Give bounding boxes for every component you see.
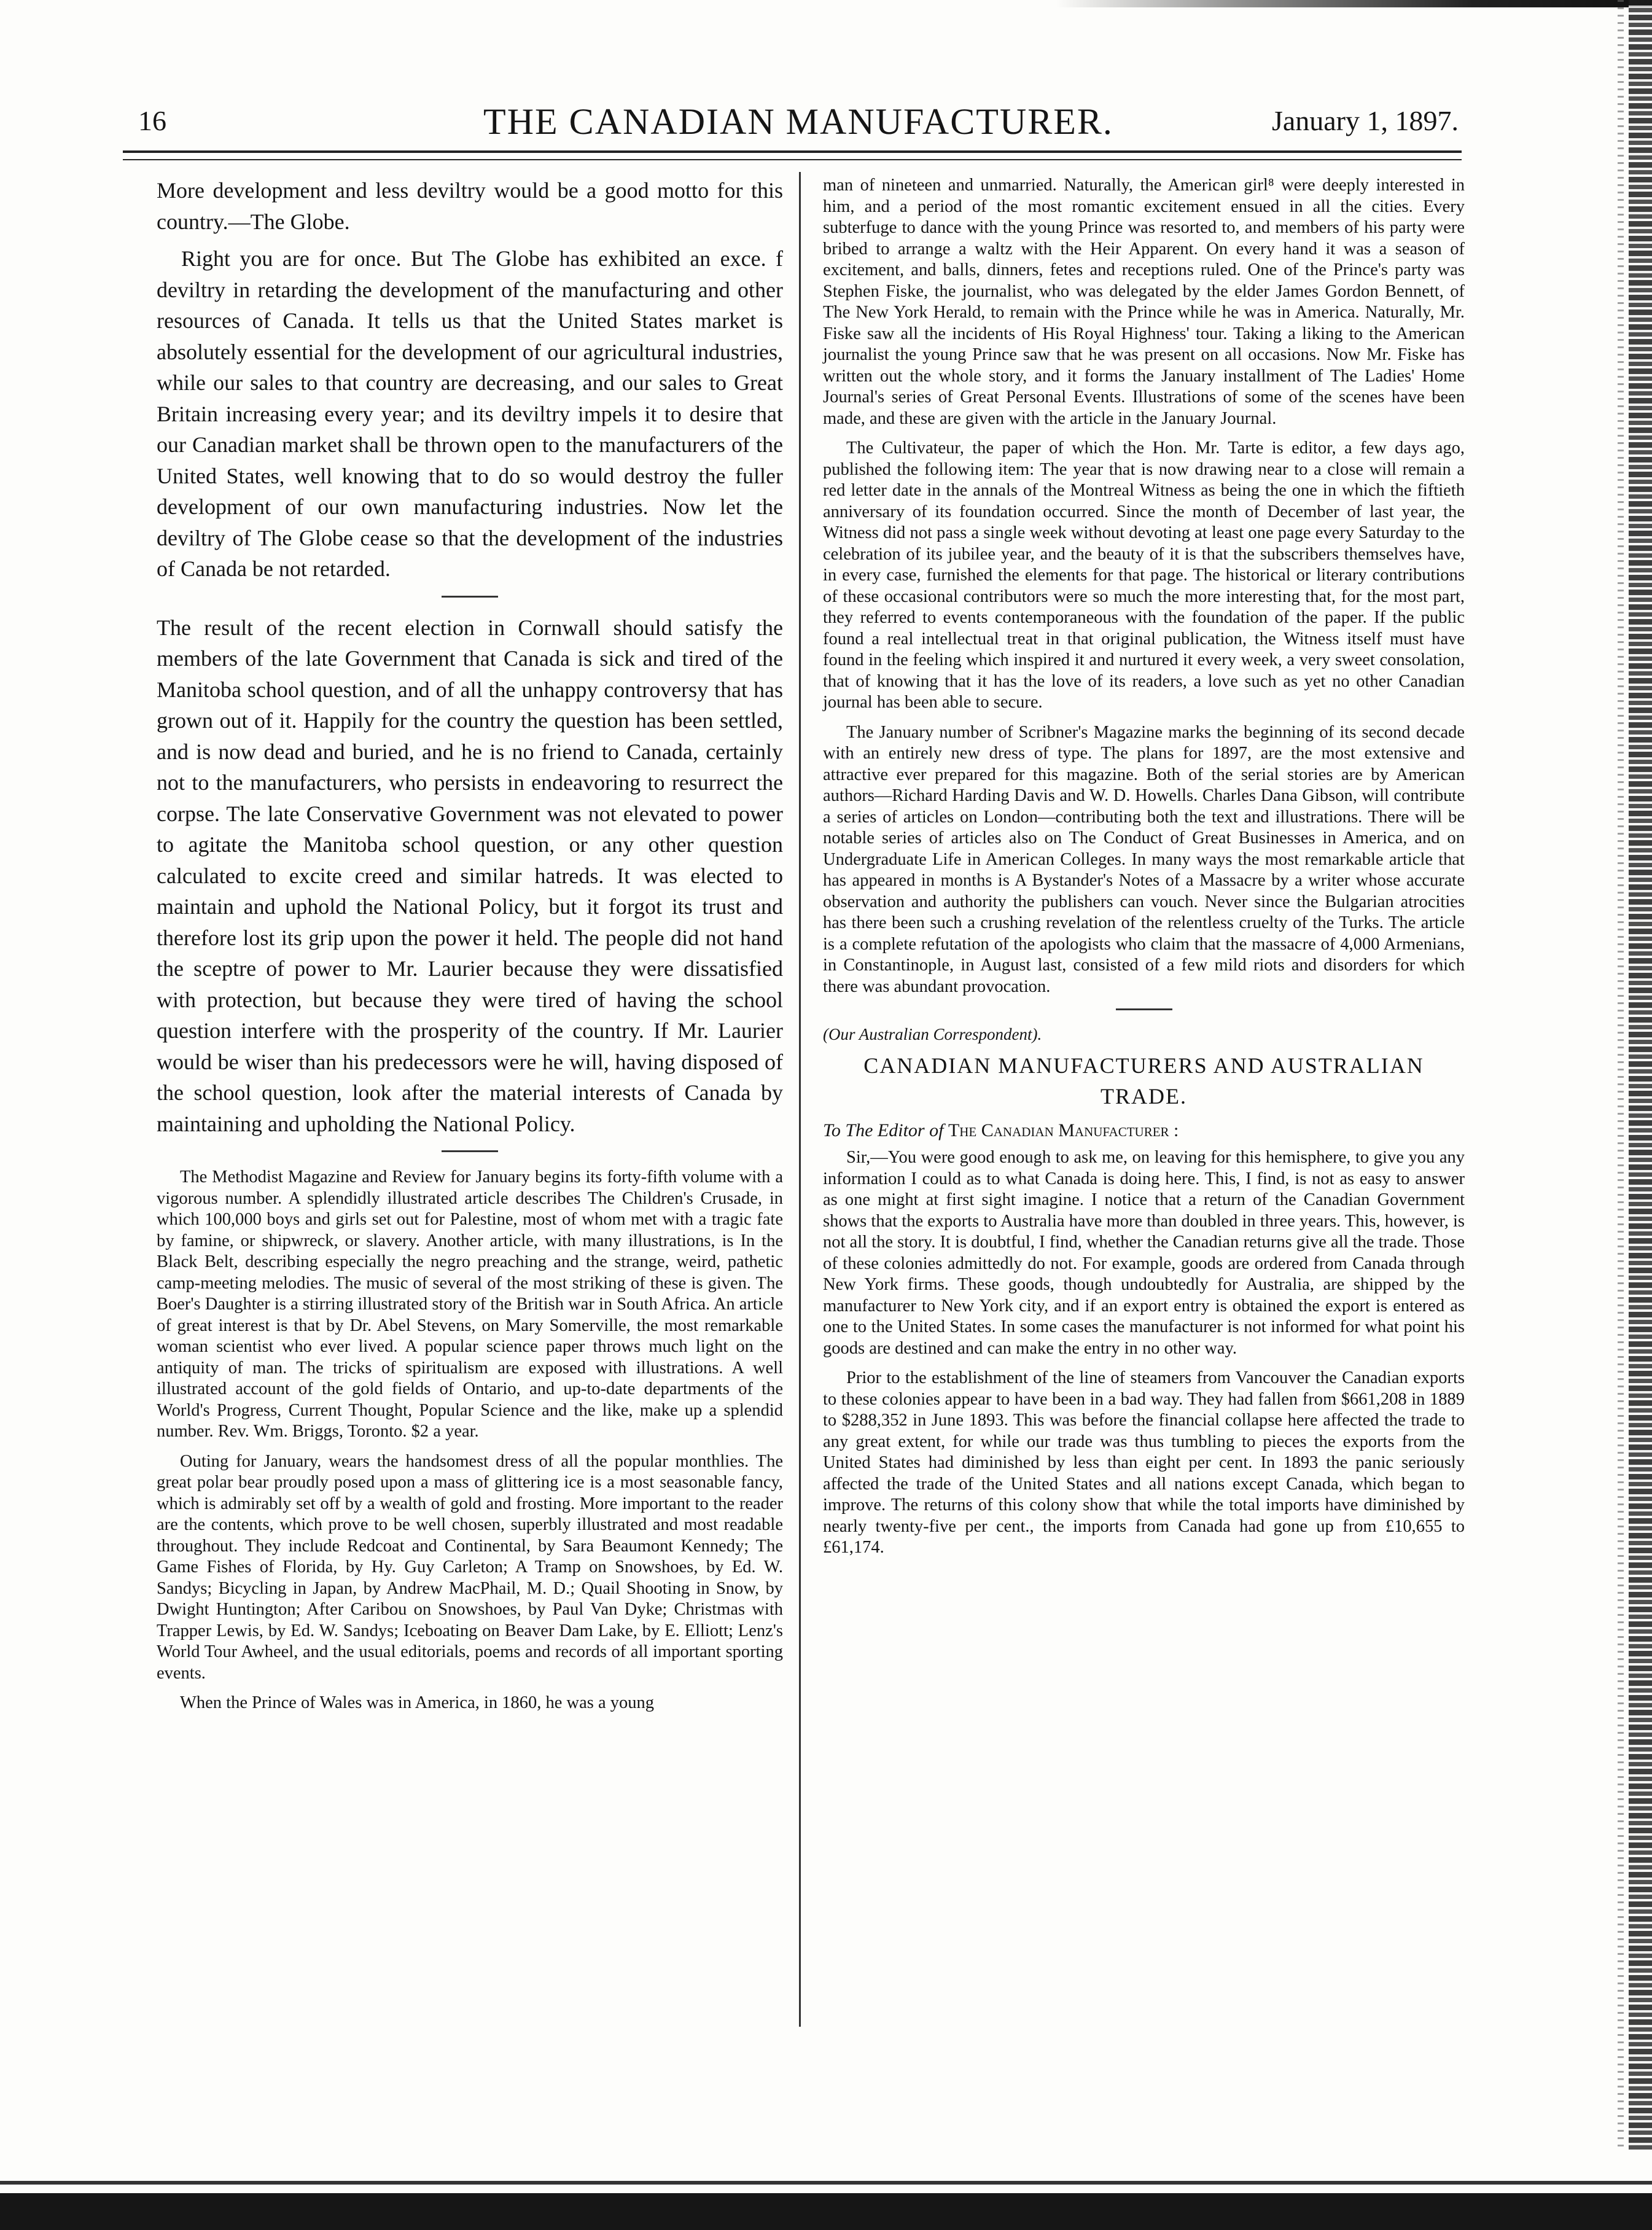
separator-rule xyxy=(442,596,498,598)
header-rule xyxy=(123,150,1462,160)
issue-date: January 1, 1897. xyxy=(1271,105,1459,136)
right-column xyxy=(823,175,1465,1567)
editorial-cornwall xyxy=(157,612,783,1140)
letter-paragraph: Sir,—You were good enough to ask me, on leaving for this hemisphere, to give you any information I could as to what Canada is doing here. This, I find, is not as easy to answer as one might at first sight imagine. I notice that a return of the Canadian Government shows that the exports to Australia have more than doubled in three years. This, however, is not all the story. It is doubtful, I find, whether the Canadian returns give all the trade. Those of these colonies admittedly do not. For example, goods are ordered from Canada through New York firms. These goods, though undoubtedly for Australia, are shipped by the manufacturer to New York city, and if an export entry is obtained the export is entered as one to the United States. In some cases the manufacturer is not informed for what point his goods are destined and can make the entry in no other way. xyxy=(823,1148,1465,1358)
page-header xyxy=(138,101,1459,147)
editorial-globe xyxy=(157,175,783,585)
editorial-paragraph: The result of the recent election in Cornwall should satisfy the members of the late Government that Canada is sick and tired of the Manitoba school question, and of all the unhappy controversy that has grown out of it. Happily for the country the question has been settled, and is now dead and buried, and he is no friend to Canada, certainly not to the manufacturers, who persists in endeavoring to resurrect the corpse. The late Conservative Government was not elevated to power to agitate the Manitoba school question, or any other question calculated to excite creed and similar hatreds. It was elected to maintain and uphold the National Policy, but it forgot its trust and therefore lost its grip upon the power it held. The people did not hand the sceptre of power to Mr. Laurier because they were dissatisfied with protection, but because they were tired of having the school question interfere with the prosperity of the country. If Mr. Laurier would be wiser than his predecessors were he will, having disposed of the school question, look after the material interests of Canada by maintaining and upholding the National Policy. xyxy=(157,615,783,1136)
scan-edge-bottom-line xyxy=(0,2181,1652,2185)
notice-cultivateur: The Cultivateur, the paper of which the Hon. Mr. Tarte is editor, a few days ago, published the following item: The year that is now drawing near to a close will remain a red letter date in the annals of the Montreal Witness as being the one in which the fiftieth anniversary of its foundation occurred. Since the month of December of last year, the Witness did not pass a single week without devoting at least one page every Saturday to the celebration of its jubilee year, and the beauty of it is that the subscribers themselves have, in every case, furnished the elements for that page. The historical or literary contributions of these occasional contributors were so much the more interesting that, for the most part, they referred to events contemporaneous with the foundation of the paper. If the public found a real intellectual treat in that original publication, the Witness itself must have found in the feeling which inspired it and nurtured it every week, a very sweet consolation, that of knowing that it has the love of its readers, a love such as yet no other Canadian journal has been able to secure. xyxy=(823,439,1465,712)
correspondent-byline: (Our Australian Correspondent). xyxy=(823,1025,1042,1043)
letter-body xyxy=(823,1147,1465,1559)
article-title: CANADIAN MANUFACTURERS AND AUSTRALIAN TRADE. xyxy=(863,1053,1424,1109)
salutation-prefix: To The Editor of xyxy=(823,1120,948,1140)
letter-salutation xyxy=(823,1120,1465,1141)
left-column xyxy=(157,175,783,1723)
notice-prince-of-wales: When the Prince of Wales was in America, in 1860, he was a young xyxy=(180,1693,655,1712)
masthead-title: THE CANADIAN MANUFACTURER. xyxy=(483,101,1113,142)
separator-rule xyxy=(442,1150,498,1152)
scan-edge-top xyxy=(1056,0,1652,7)
letter-paragraph: Prior to the establishment of the line of steamers from Vancouver the Canadian exports to these colonies appear to have been in a bad way. They had fallen from $661,208 in 1889 to $288,352 in June 1893. This was before the financial collapse here affected the trade to any great extent, for while our trade was thus tumbling to pieces the exports from the United States had diminished by less than eight per cent. In 1893 the panic seriously affected the trade of the United States and all nations except Canada, which began to improve. The returns of this colony show that while the total imports have diminished by nearly twenty-five per cent., the imports from Canada had gone up from £10,655 to £61,174. xyxy=(823,1368,1465,1557)
salutation-publication: The Canadian Manufacturer : xyxy=(948,1120,1179,1140)
magazine-notices xyxy=(157,1167,783,1714)
notice-methodist-magazine: The Methodist Magazine and Review for January begins its forty-fifth volume with a vigorous number. A splendidly illustrated article describes The Children's Crusade, in which 100,000 boys and girls set out for Palestine, most of whom met with a tragic fate by famine, or shipwreck, or slavery. Another article, with many illustrations, is In the Black Belt, describing especially the negro preaching and the strange, weird, pathetic camp-meeting melodies. The music of several of the most striking of these is given. The Boer's Daughter is a stirring illustrated story of the British war in South Africa. An article of great interest is that by Dr. Abel Stevens, on Mary Somerville, the most remarkable woman scientist who ever lived. A popular science paper throws much light on the antiquity of man. The tricks of spiritualism are exposed with illustrations. A well illustrated account of the gold fields of Ontario, and up-to-date departments of the World's Progress, Current Thought, Popular Science and the like, make up a splendid number. Rev. Wm. Briggs, Toronto. $2 a year. xyxy=(157,1168,783,1441)
separator-rule xyxy=(1116,1008,1172,1010)
page-number: 16 xyxy=(138,105,166,136)
scan-edge-bottom xyxy=(0,2193,1652,2230)
magazine-notices-continued xyxy=(823,175,1465,997)
notice-outing: Outing for January, wears the handsomest dress of all the popular monthlies. The great polar bear proudly posed upon a mass of glittering ice is a most seasonable fancy, which is admirably set off by a wealth of gold and frosting. More important to the reader are the contents, which prove to be well chosen, superbly illustrated and most readable throughout. They include Redcoat and Continental, by Sara Beaumont Kennedy; The Game Fishes of Florida, by Hy. Guy Carleton; A Tramp on Snowshoes, by Ed. W. Sandys; Bicycling in Japan, by Andrew MacPhail, M. D.; Quail Shooting in Snow, by Dwight Huntington; After Caribou on Snowshoes, by Paul Van Dyke; Christmas with Trapper Lewis, by Ed. W. Sandys; Iceboating on Beaver Dam Lake, by E. Elliott; Lenz's World Tour Awheel, and the usual editorials, poems and records of all important sporting events. xyxy=(157,1451,783,1683)
scan-edge-right-inner xyxy=(1618,0,1624,2150)
column-divider xyxy=(799,172,801,2027)
editorial-paragraph: Right you are for once. But The Globe has exhibited an exce. f deviltry in retarding the development of the manufacturing and other resources of Canada. It tells us that the United States market is absolutely essential for the development of our agricultural industries, while our sales to that country are decreasing, and our sales to Great Britain increasing every year; and its deviltry impels it to desire that our Canadian market shall be thrown open to the manufacturers of the United States, well knowing that to do so would destroy the fuller development of our own manufacturing industries. Now let the deviltry of The Globe cease so that the development of the industries of Canada be not retarded. xyxy=(157,246,783,581)
editorial-quote: More development and less deviltry would be a good motto for this country.—The Globe. xyxy=(157,178,783,234)
notice-prince-continued: man of nineteen and unmarried. Naturally, the American girl⁸ were deeply interested in him, and a period of the most romantic excitement ensued in all the cities. Every subterfuge to dance with the young Prince was resorted to, and members of his party were bribed to arrange a waltz with the Heir Apparent. On every hand it was a season of excitement, and balls, dinners, fetes and receptions ruled. One of the Prince's party was Stephen Fiske, the journalist, who was delegated by the elder James Gordon Bennett, of The New York Herald, to remain with the Prince while he was in America. Naturally, Mr. Fiske saw all the incidents of His Royal Highness' tour. Taking a liking to the American journalist the young Prince saw that he was present on all occasions. Now Mr. Fiske has written out the whole story, and it forms the January installment of The Ladies' Home Journal's series of Great Personal Events. Illustrations of some of the scenes have been made, and these are given with the article in the January Journal. xyxy=(823,176,1465,428)
scan-edge-right xyxy=(1629,0,1652,2150)
notice-scribners: The January number of Scribner's Magazine marks the beginning of its second decade with an entirely new dress of type. The plans for 1897, are the most extensive and attractive ever prepared for this magazine. Both of the serial stories are by American authors—Richard Harding Davis and W. D. Howells. Charles Dana Gibson, will contribute a series of articles on London—contributing both the text and illustrations. There will be notable series of articles also on The Conduct of Great Businesses in America, and on Undergraduate Life in American Colleges. In many ways the most remarkable article that has appeared in months is A Bystander's Notes of a Massacre by a writer whose accurate observation and authority the publishers can vouch. Never since the Bulgarian atrocities has there been such a crushing revelation of the relentless cruelty of the Turks. The article is a complete refutation of the apologists who claim that the massacre of 4,000 Armenians, in Constantinople, in August last, consisted of a few mild riots and disorders for which there was abundant provocation. xyxy=(823,722,1465,996)
